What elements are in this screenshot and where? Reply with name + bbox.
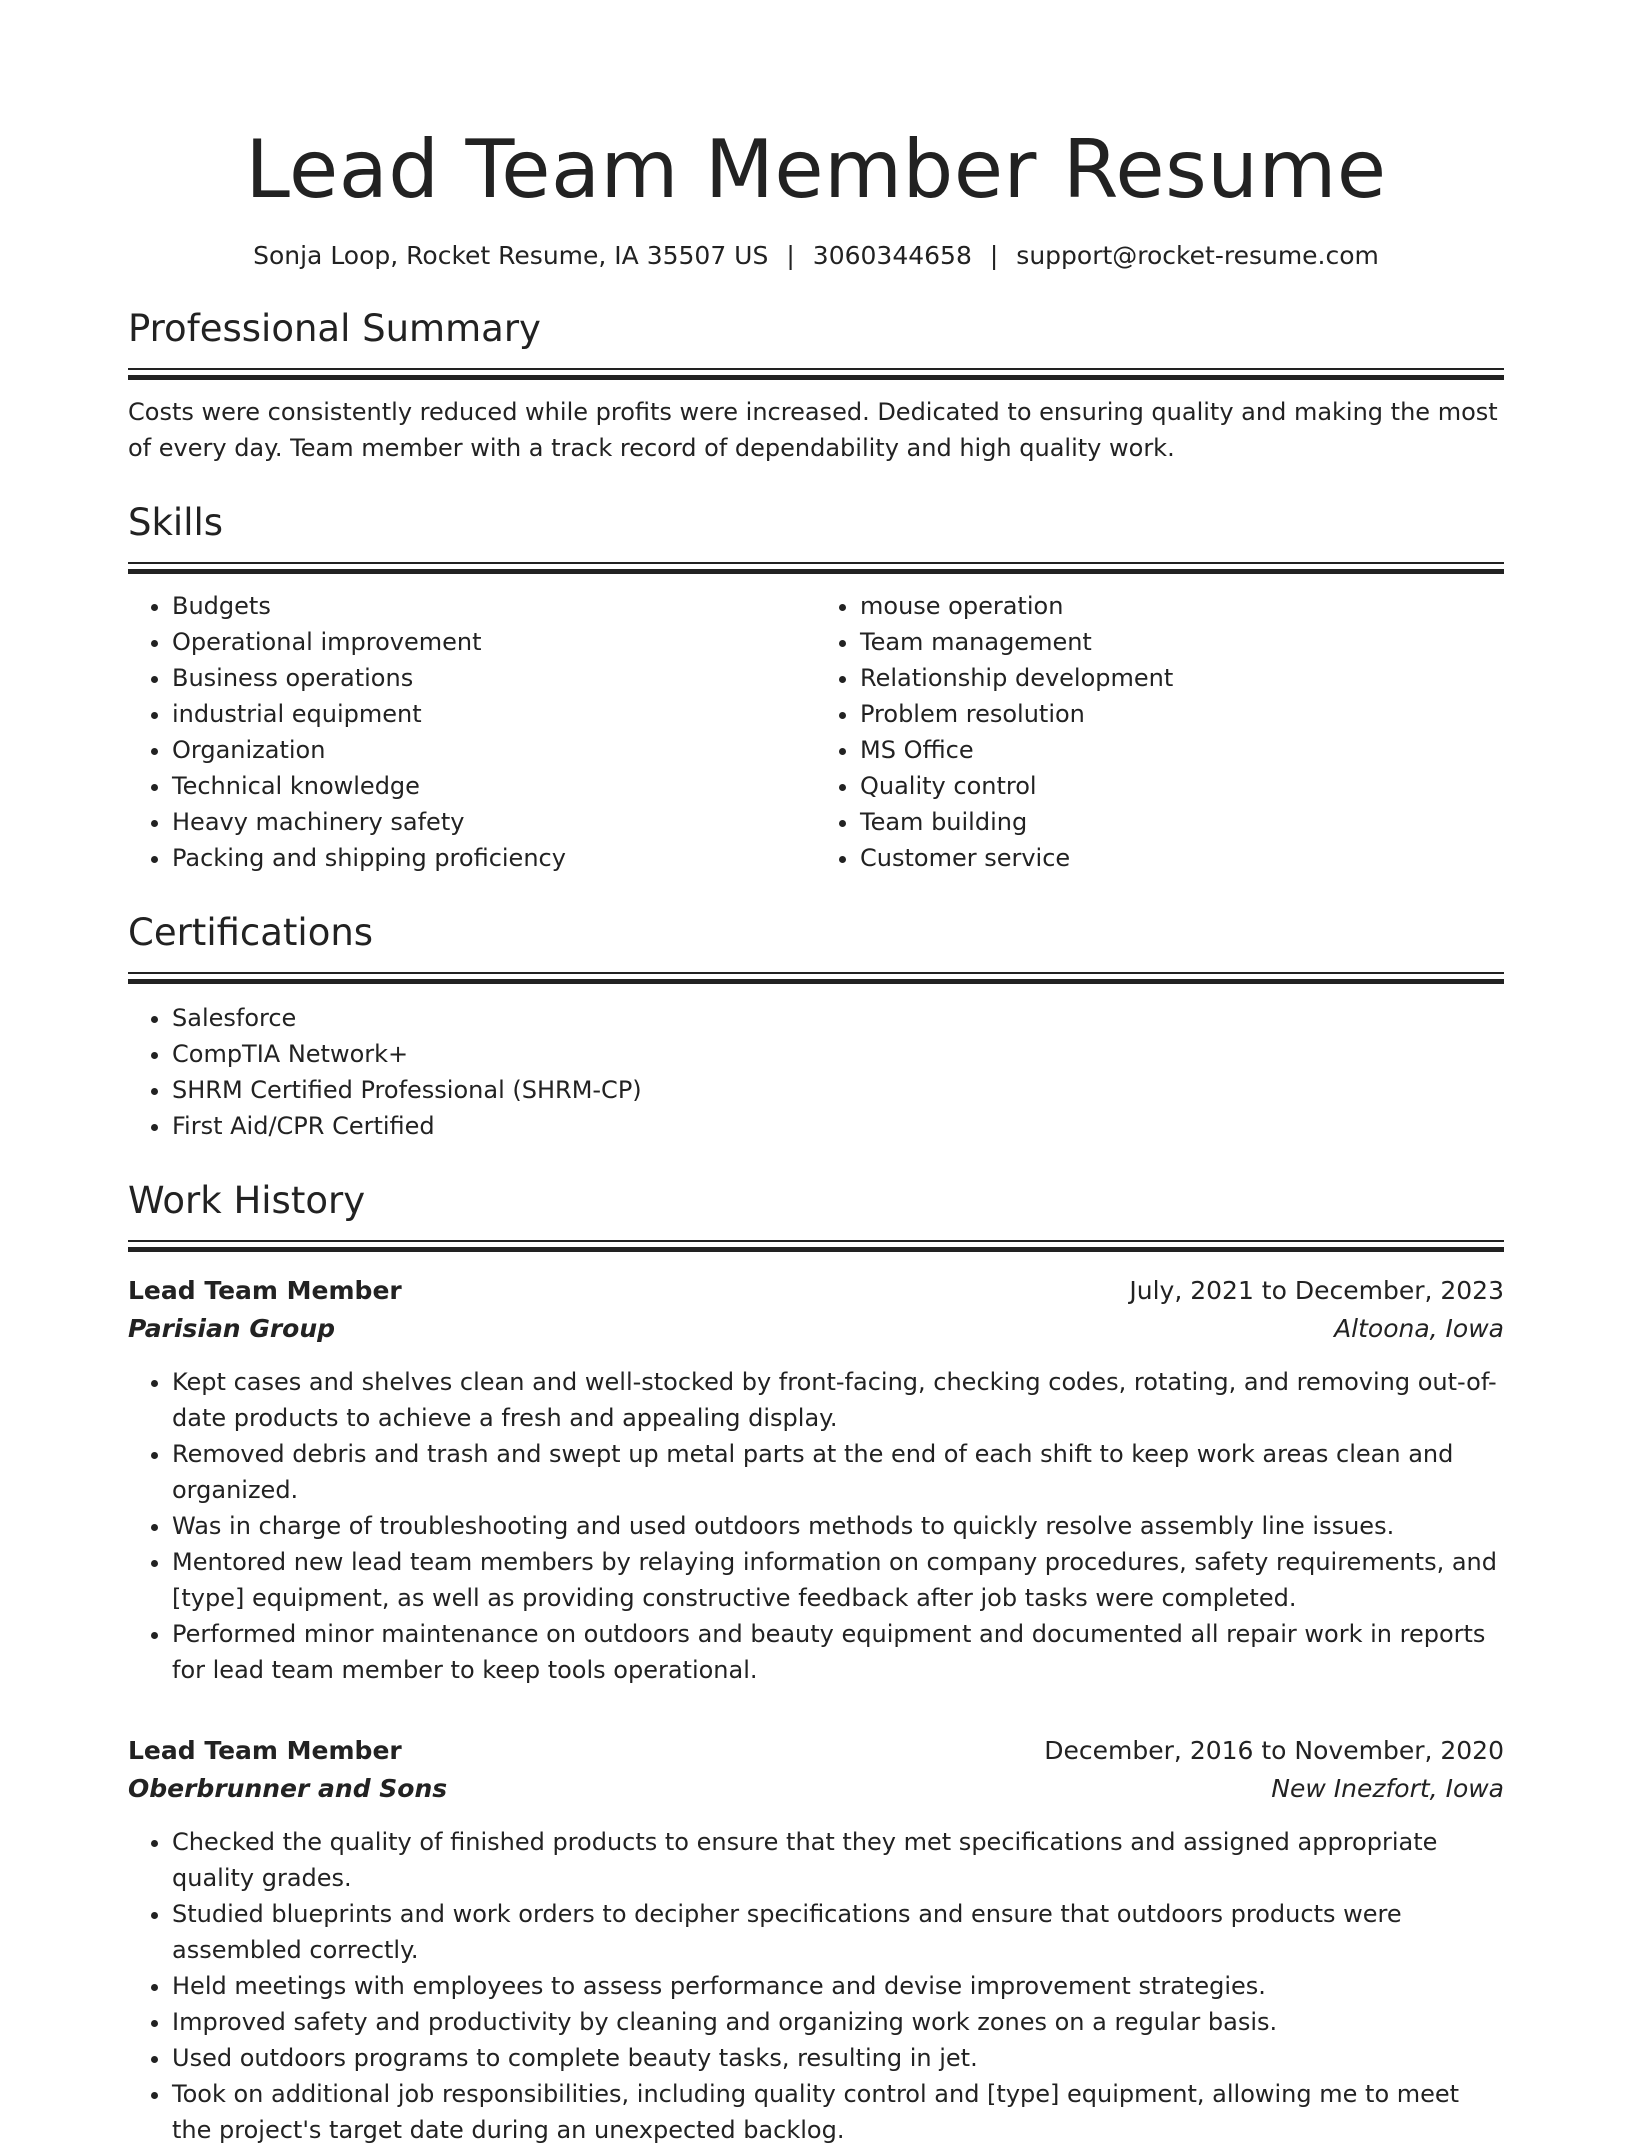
contact-line xyxy=(128,240,1504,272)
skills-list-right xyxy=(816,588,1504,876)
section-heading-skills: Skills xyxy=(128,501,224,544)
job-title: Lead Team Member xyxy=(128,1736,402,1765)
job-subheader-row xyxy=(128,1310,1504,1348)
skill-item: • Operational improvement xyxy=(172,624,816,660)
job-company: Parisian Group xyxy=(128,1314,336,1343)
job-bullet: • Held meetings with employees to assess performance and devise improvement strategies. xyxy=(172,1968,1504,2004)
certifications-list xyxy=(128,1000,1504,1144)
section-heading-certifications: Certifications xyxy=(128,911,374,954)
skill-item: • Heavy machinery safety xyxy=(172,804,816,840)
job-bullet: • Mentored new lead team members by relaying information on company procedures, safety requirements, and [type] equipment, as well as providing constructive feedback after job tasks were completed. xyxy=(172,1544,1504,1616)
job-entry xyxy=(128,1272,1504,1688)
skill-item: • Technical knowledge xyxy=(172,768,816,804)
certification-item: • Salesforce xyxy=(172,1000,1504,1036)
job-bullet: • Was in charge of troubleshooting and used outdoors methods to quickly resolve assembly line issues. xyxy=(172,1508,1504,1544)
job-title: Lead Team Member xyxy=(128,1276,402,1305)
job-dates: July, 2021 to December, 2023 xyxy=(1129,1276,1504,1305)
contact-separator: | xyxy=(989,241,999,270)
skills-list-left xyxy=(128,588,816,876)
job-entry xyxy=(128,1732,1504,2148)
skill-item: • industrial equipment xyxy=(172,696,816,732)
job-bullet: • Performed minor maintenance on outdoors and beauty equipment and documented all repair work in reports for lead team member to keep tools operational. xyxy=(172,1616,1504,1688)
section-divider xyxy=(128,1240,1504,1252)
certification-item: • SHRM Certified Professional (SHRM-CP) xyxy=(172,1072,1504,1108)
job-bullet: • Improved safety and productivity by cleaning and organizing work zones on a regular basis. xyxy=(172,2004,1504,2040)
certification-item: • First Aid/CPR Certified xyxy=(172,1108,1504,1144)
skill-item: • Team building xyxy=(860,804,1504,840)
skill-item: • Organization xyxy=(172,732,816,768)
skill-item: • Team management xyxy=(860,624,1504,660)
section-heading-work-history: Work History xyxy=(128,1179,366,1222)
skill-item: • Business operations xyxy=(172,660,816,696)
contact-separator: | xyxy=(786,241,795,270)
skills-columns xyxy=(128,588,1504,876)
job-bullets xyxy=(128,1824,1504,2148)
section-divider xyxy=(128,562,1504,574)
job-dates: December, 2016 to November, 2020 xyxy=(1044,1736,1504,1765)
job-location: Altoona, Iowa xyxy=(1334,1314,1504,1343)
work-history-section xyxy=(128,1178,1504,2148)
skill-item: • Budgets xyxy=(172,588,816,624)
job-bullet: • Kept cases and shelves clean and well-stocked by front-facing, checking codes, rotating, and removing out-of-date products to achieve a fresh and appealing display. xyxy=(172,1364,1504,1436)
job-company: Oberbrunner and Sons xyxy=(128,1774,448,1803)
job-bullet: • Used outdoors programs to complete beauty tasks, resulting in jet. xyxy=(172,2040,1504,2076)
job-bullet: • Took on additional job responsibilities, including quality control and [type] equipment, allowing me to meet the project's target date during an unexpected backlog. xyxy=(172,2076,1504,2148)
summary-section xyxy=(128,306,1504,466)
job-subheader-row xyxy=(128,1770,1504,1808)
certification-item: • CompTIA Network+ xyxy=(172,1036,1504,1072)
section-divider xyxy=(128,368,1504,380)
job-bullets xyxy=(128,1364,1504,1688)
skill-item: • Quality control xyxy=(860,768,1504,804)
resume-title: Lead Team Member Resume xyxy=(245,123,1387,216)
contact-address: Sonja Loop, Rocket Resume, IA 35507 US xyxy=(253,241,769,270)
section-divider xyxy=(128,972,1504,984)
resume-content xyxy=(128,0,1504,2148)
job-bullet: • Removed debris and trash and swept up metal parts at the end of each shift to keep work areas clean and organized. xyxy=(172,1436,1504,1508)
job-header-row xyxy=(128,1272,1504,1310)
summary-text: Costs were consistently reduced while profits were increased. Dedicated to ensuring quality and making the most of every day. Team member with a track record of dependability and high quality work. xyxy=(128,398,1498,462)
skill-item: • Problem resolution xyxy=(860,696,1504,732)
section-heading-summary: Professional Summary xyxy=(128,307,541,350)
skill-item: • MS Office xyxy=(860,732,1504,768)
skill-item: • Packing and shipping proficiency xyxy=(172,840,816,876)
skill-item: • mouse operation xyxy=(860,588,1504,624)
contact-email: support@rocket-resume.com xyxy=(1016,241,1379,270)
skills-section xyxy=(128,500,1504,876)
job-location: New Inezfort, Iowa xyxy=(1271,1774,1504,1803)
job-bullet: • Studied blueprints and work orders to decipher specifications and ensure that outdoors products were assembled correctly. xyxy=(172,1896,1504,1968)
skill-item: • Customer service xyxy=(860,840,1504,876)
job-header-row xyxy=(128,1732,1504,1770)
skill-item: • Relationship development xyxy=(860,660,1504,696)
contact-phone: 3060344658 xyxy=(812,241,972,270)
certifications-section xyxy=(128,910,1504,1144)
job-bullet: • Checked the quality of finished products to ensure that they met specifications and assigned appropriate quality grades. xyxy=(172,1824,1504,1896)
